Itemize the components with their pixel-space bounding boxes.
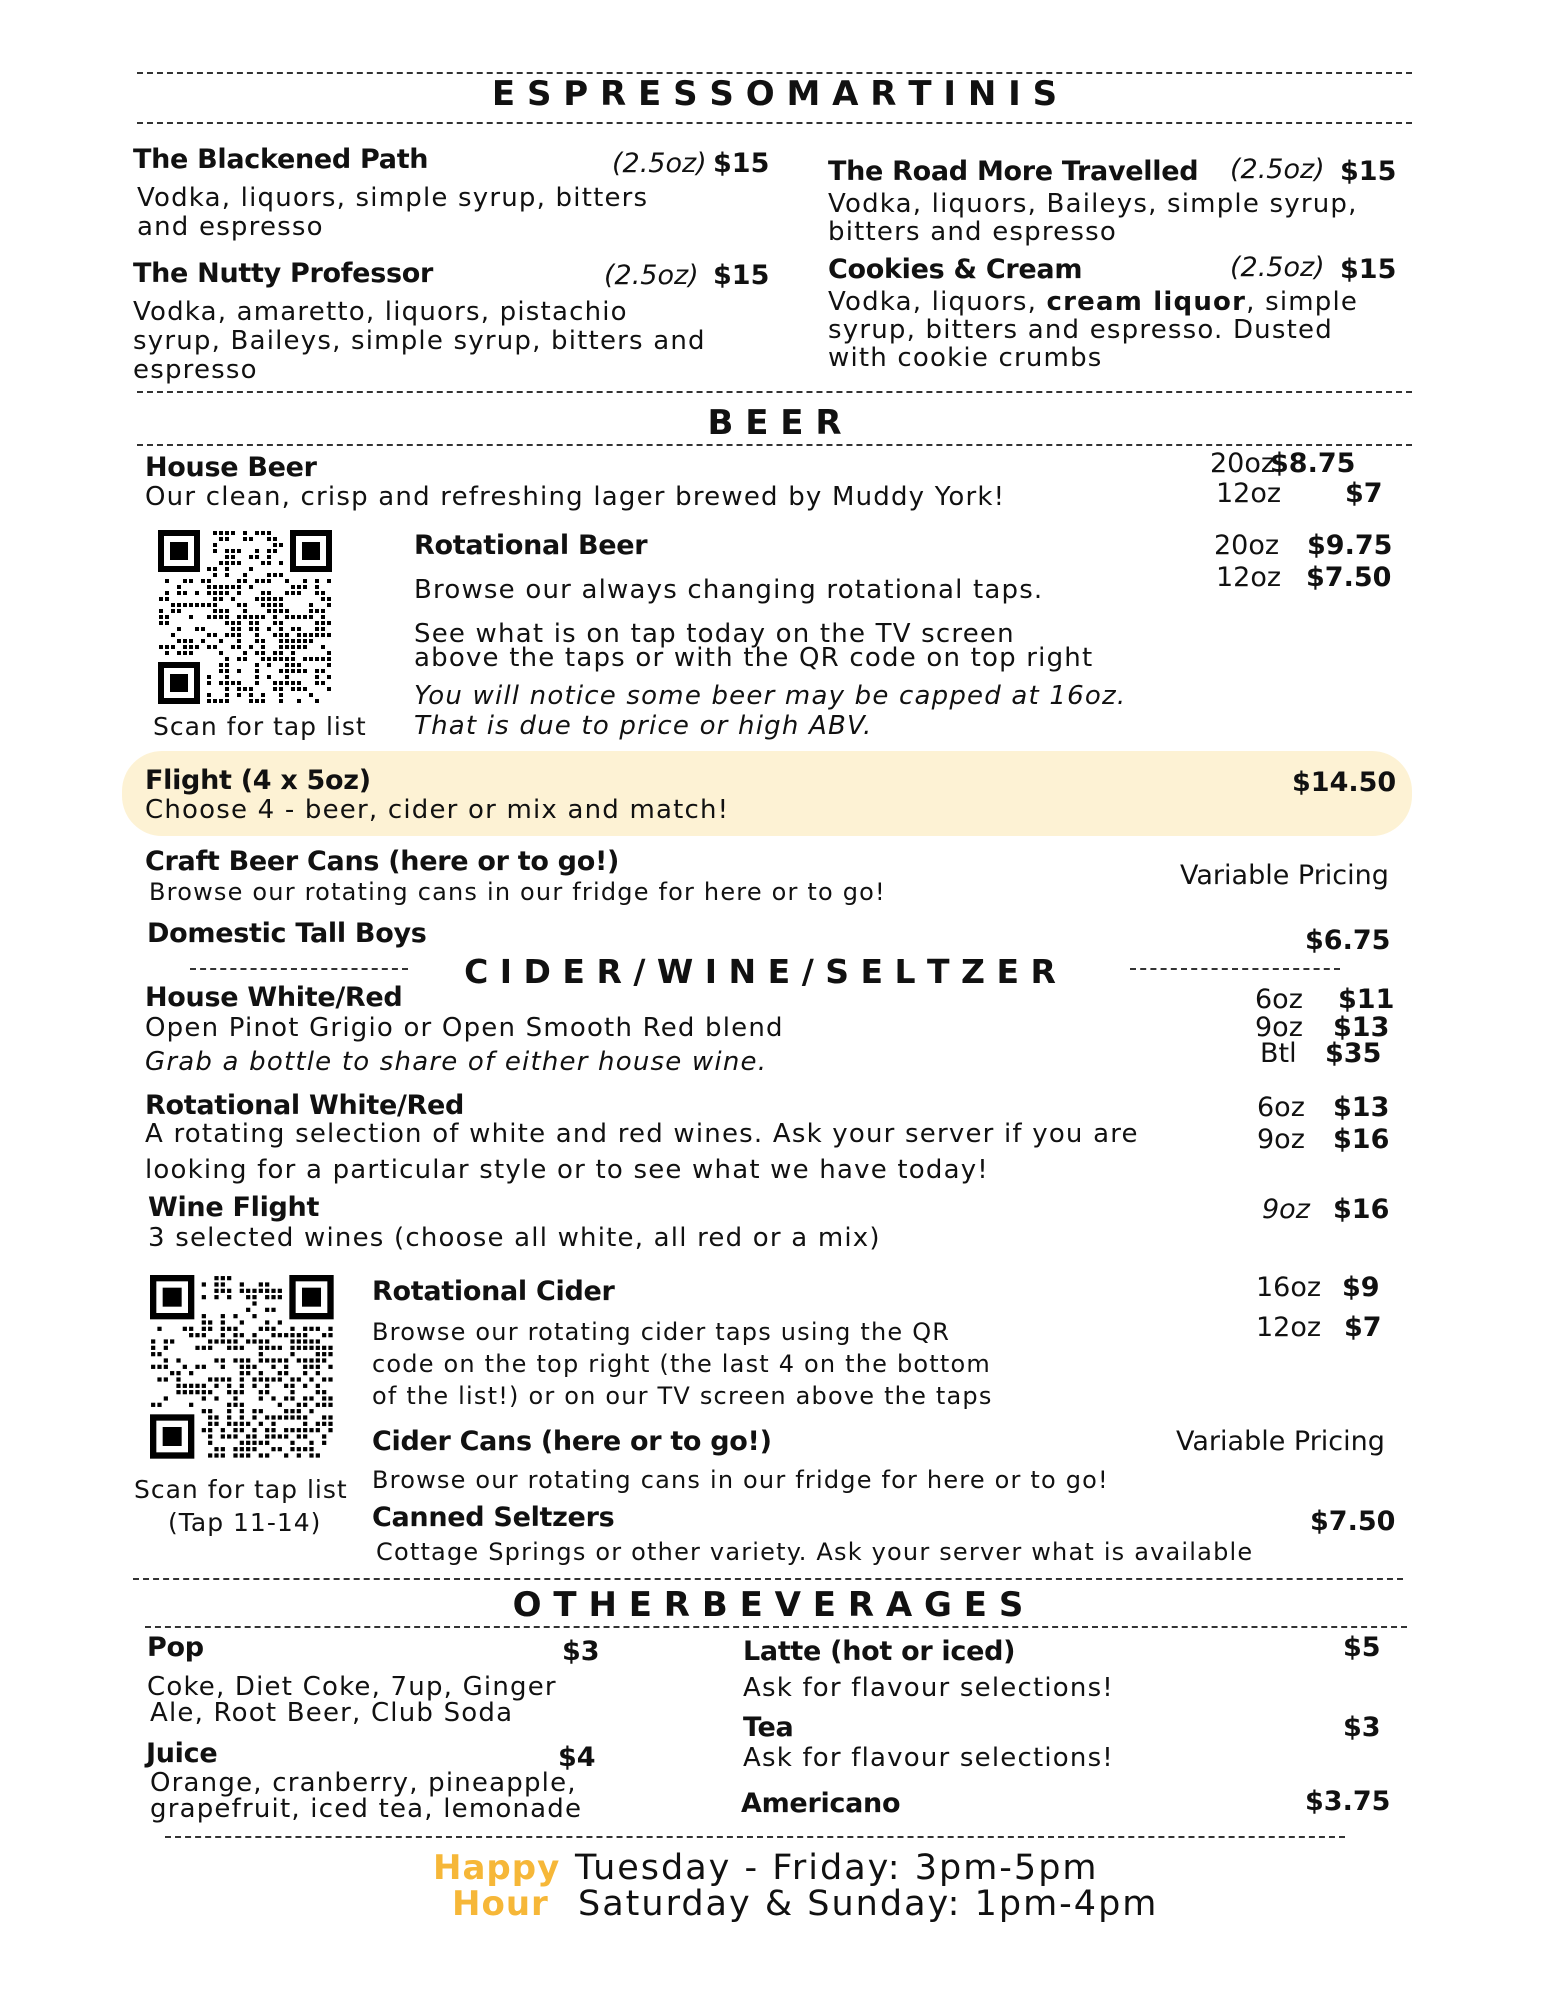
item-price: $7.50 [1310, 1506, 1396, 1537]
item-price: $9 [1342, 1272, 1380, 1303]
item-desc [828, 288, 1388, 372]
item-desc: Vodka, liquors, Baileys, simple syrup, bitters and espresso [828, 189, 1358, 247]
qr-code-icon [158, 530, 338, 710]
item-note: That is due to price or high ABV. [414, 711, 873, 741]
divider [190, 968, 408, 970]
item-size: 12oz [1216, 478, 1282, 509]
qr-caption: (Tap 11-14) [168, 1508, 322, 1537]
item-size: Btl [1260, 1038, 1297, 1069]
item-size: 20oz [1210, 448, 1276, 479]
item-desc: Browse our rotating cans in our fridge for here or to go! [149, 878, 886, 906]
item-desc: Browse our rotating cans in our fridge for here or to go! [372, 1466, 1109, 1494]
section-title-other: O T H E R B E V E R A G E S [512, 1585, 1024, 1625]
item-desc: code on the top right (the last 4 on the bottom [372, 1350, 991, 1378]
item-price: $16 [1333, 1194, 1390, 1225]
item-price: $6.75 [1305, 925, 1391, 956]
item-size: (2.5oz) [1230, 252, 1325, 283]
item-size: 9oz [1255, 1012, 1303, 1043]
item-desc: Browse our rotating cider taps using the QR [372, 1318, 951, 1346]
item-name: Domestic Tall Boys [147, 918, 427, 949]
item-name: House White/Red [145, 982, 403, 1013]
item-price: $5 [1343, 1632, 1381, 1663]
divider [137, 122, 1412, 124]
item-name: The Blackened Path [133, 144, 429, 175]
item-size: 9oz [1262, 1194, 1310, 1225]
item-desc: Ask for flavour selections! [743, 1673, 1114, 1703]
section-title-espresso: E S P R E S S O M A R T I N I S [491, 74, 1058, 114]
item-name: Rotational Cider [372, 1276, 615, 1307]
item-desc: of the list!) or on our TV screen above the taps [372, 1382, 993, 1410]
item-price: $3 [1343, 1712, 1381, 1743]
item-price: $7.50 [1306, 562, 1392, 593]
item-name: The Road More Travelled [828, 156, 1199, 187]
item-name: Pop [147, 1632, 204, 1663]
divider [145, 1626, 1407, 1628]
item-desc: above the taps or with the QR code on top right [414, 643, 1094, 673]
divider [133, 1578, 1403, 1580]
divider [165, 1836, 1345, 1838]
item-desc: Vodka, amaretto, liquors, pistachio syrup, Baileys, simple syrup, bitters and espresso [133, 297, 706, 385]
item-name: Rotational Beer [414, 530, 648, 561]
item-price: $7 [1345, 478, 1383, 509]
item-desc: grapefruit, iced tea, lemonade [150, 1794, 583, 1824]
item-desc: A rotating selection of white and red wines. Ask your server if you are [145, 1119, 1139, 1149]
item-size: 12oz [1216, 562, 1282, 593]
item-note: You will notice some beer may be capped at 16oz. [414, 681, 1127, 711]
item-desc: Ask for flavour selections! [743, 1743, 1114, 1773]
item-price: $4 [558, 1742, 596, 1773]
item-name: The Nutty Professor [133, 258, 434, 289]
divider [1130, 968, 1340, 970]
item-size: (2.5oz) [604, 260, 699, 291]
desc-bold: cream liquor [1046, 287, 1247, 317]
item-desc: Ale, Root Beer, Club Soda [150, 1698, 514, 1728]
desc-text: Vodka, liquors, [828, 287, 1047, 317]
item-price: $15 [713, 260, 770, 291]
item-desc: Our clean, crisp and refreshing lager brewed by Muddy York! [145, 482, 1006, 512]
item-desc: Orange, cranberry, pineapple, [150, 1768, 577, 1798]
item-name: Craft Beer Cans (here or to go!) [145, 846, 620, 877]
item-name: Latte (hot or iced) [743, 1636, 1016, 1667]
divider [137, 391, 1412, 393]
item-name: Americano [741, 1788, 901, 1819]
item-desc: Browse our always changing rotational taps. [414, 575, 1044, 605]
item-desc: Cottage Springs or other variety. Ask your server what is available [376, 1538, 1254, 1566]
item-price: $3.75 [1305, 1786, 1391, 1817]
item-name: Cookies & Cream [828, 254, 1083, 285]
item-price: $14.50 [1292, 767, 1397, 798]
happy-hour-weekday: Tuesday - Friday: 3pm-5pm [575, 1848, 1099, 1888]
item-desc: Coke, Diet Coke, 7up, Ginger [147, 1672, 557, 1702]
item-price: $16 [1333, 1124, 1390, 1155]
item-name: Flight (4 x 5oz) [145, 765, 371, 796]
item-price: $15 [713, 148, 770, 179]
item-price: Variable Pricing [1180, 860, 1389, 891]
item-price: Variable Pricing [1176, 1426, 1385, 1457]
item-size: 9oz [1257, 1124, 1305, 1155]
qr-code-icon [150, 1275, 340, 1465]
item-price: $7 [1344, 1312, 1382, 1343]
section-title-beer: B E E R [707, 403, 842, 443]
item-desc: looking for a particular style or to see what we have today! [145, 1155, 989, 1185]
happy-hour-label: Hour [452, 1884, 549, 1924]
item-size: 6oz [1255, 984, 1303, 1015]
item-name: Tea [743, 1712, 794, 1743]
item-desc: Open Pinot Grigio or Open Smooth Red blend [145, 1013, 784, 1043]
item-price: $8.75 [1270, 448, 1356, 479]
item-name: Juice [146, 1738, 218, 1769]
item-desc: Choose 4 - beer, cider or mix and match! [145, 795, 730, 825]
section-title-cider: C I D E R / W I N E / S E L T Z E R [464, 952, 1056, 991]
desc-text: , simple syrup, bitters and espresso. Dusted with cookie crumbs [828, 287, 1359, 373]
item-price: $35 [1325, 1038, 1382, 1069]
item-price: $11 [1338, 984, 1395, 1015]
item-size: (2.5oz) [612, 148, 707, 179]
item-size: 6oz [1257, 1092, 1305, 1123]
happy-hour-label: Happy [433, 1848, 561, 1888]
item-price: $3 [562, 1636, 600, 1667]
item-name: Rotational White/Red [145, 1090, 465, 1121]
item-price: $15 [1340, 156, 1397, 187]
item-desc: 3 selected wines (choose all white, all red or a mix) [148, 1223, 881, 1253]
divider [137, 444, 1412, 446]
qr-caption: Scan for tap list [134, 1475, 348, 1504]
item-name: House Beer [145, 452, 317, 483]
item-name: Canned Seltzers [372, 1502, 615, 1533]
item-size: 16oz [1256, 1272, 1322, 1303]
item-size: (2.5oz) [1230, 154, 1325, 185]
item-price: $13 [1333, 1092, 1390, 1123]
qr-caption: Scan for tap list [153, 712, 367, 741]
item-name: Cider Cans (here or to go!) [372, 1426, 772, 1457]
item-price: $13 [1333, 1012, 1390, 1043]
item-desc: Vodka, liquors, simple syrup, bitters and espresso [137, 183, 649, 242]
item-price: $15 [1340, 254, 1397, 285]
item-size: 12oz [1256, 1312, 1322, 1343]
item-size: 20oz [1214, 530, 1280, 561]
item-name: Wine Flight [148, 1192, 320, 1223]
item-desc: See what is on tap today on the TV screen [414, 619, 1015, 649]
happy-hour-weekend: Saturday & Sunday: 1pm-4pm [578, 1884, 1159, 1924]
item-price: $9.75 [1307, 530, 1393, 561]
item-note: Grab a bottle to share of either house wine. [145, 1047, 768, 1077]
